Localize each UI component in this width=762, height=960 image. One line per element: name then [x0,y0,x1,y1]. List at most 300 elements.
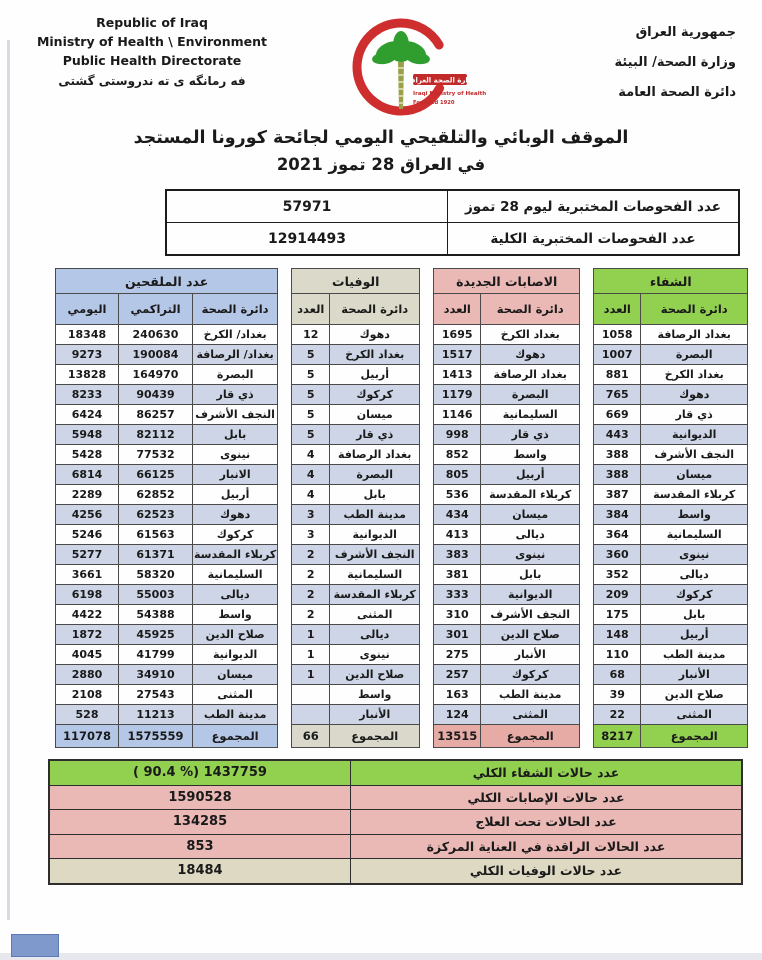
table-row [594,605,748,625]
province-name-cell: نينوى [330,645,420,665]
province-name-cell: بغداد/ الكرخ [193,325,278,345]
table-row [292,325,420,345]
count-cell: 8233 [56,385,119,405]
province-name-cell: مدينة الطب [481,685,580,705]
count-cell: 1 [292,665,330,685]
table-row [594,345,748,365]
province-name-cell: ديالى [193,585,278,605]
table-row [594,465,748,485]
report-header [0,0,762,124]
table-row [56,365,278,385]
province-name-cell: صلاح الدين [641,685,748,705]
province-name-cell: الديوانية [330,525,420,545]
table-row [292,685,420,705]
count-cell: 6814 [56,465,119,485]
table-title-row [56,269,278,294]
count-cell: 360 [594,545,641,565]
table-row [292,525,420,545]
table-row [292,665,420,685]
table-row [292,705,420,725]
count-cell: 3 [292,525,330,545]
logo-arabic-label: وزارة الصحة العراقية [403,76,477,85]
count-cell: 4422 [56,605,119,625]
count-cell: 852 [434,445,481,465]
count-cell: 536 [434,485,481,505]
lab-tests-total-row [166,223,739,256]
count-cell: 6424 [56,405,119,425]
column-header-row [292,294,420,325]
header-english-line3: Public Health Directorate [62,52,242,68]
total-row [594,725,748,748]
total-label-cell: المجموع [330,725,420,748]
province-name-cell: صلاح الدين [330,665,420,685]
count-cell: 669 [594,405,641,425]
count-cell: 86257 [119,405,193,425]
count-cell: 61371 [119,545,193,565]
table-row [56,405,278,425]
count-cell: 1 [292,645,330,665]
table-row [594,425,748,445]
count-cell: 41799 [119,645,193,665]
province-name-cell: البصرة [193,365,278,385]
table-title: الشفاء [594,269,748,294]
lab-tests-total-label: عدد الفحوصات المختبرية الكلية [448,223,740,256]
province-name-cell: بغداد الرصافة [330,445,420,465]
province-name-cell: واسط [193,605,278,625]
header-arabic-line2: وزارة الصحة/ البيئة [614,54,736,70]
count-cell: 1872 [56,625,119,645]
count-cell: 364 [594,525,641,545]
province-name-cell: مدينة الطب [641,645,748,665]
count-cell: 2289 [56,485,119,505]
column-header: العدد [292,294,330,325]
count-cell: 58320 [119,565,193,585]
province-name-cell: بابل [330,485,420,505]
total-row [434,725,580,748]
header-english-line2: Ministry of Health \ Environment [36,33,268,49]
report-title [0,128,762,174]
logo-founded-label: Founded 1920 [413,100,455,106]
lab-tests-daily-label: عدد الفحوصات المختبرية ليوم 28 تموز [448,190,740,223]
table-row [434,505,580,525]
province-name-cell: بغداد الرصافة [641,325,748,345]
table-title-row [292,269,420,294]
column-header: دائرة الصحة [330,294,420,325]
column-header-row [56,294,278,325]
table-row [56,385,278,405]
column-header: العدد [594,294,641,325]
province-name-cell: البصرة [330,465,420,485]
province-name-cell: بغداد الكرخ [330,345,420,365]
table-row [56,545,278,565]
province-name-cell: الأنبار [641,665,748,685]
province-name-cell: السليمانية [193,565,278,585]
province-name-cell: كركوك [481,665,580,685]
province-name-cell: بغداد/ الرصافة [193,345,278,365]
count-cell: 5246 [56,525,119,545]
table-row [434,605,580,625]
count-cell [292,705,330,725]
count-cell: 12 [292,325,330,345]
summary-value: 1590528 [50,786,351,810]
table-row [56,565,278,585]
province-name-cell: بابل [193,425,278,445]
table-row [594,565,748,585]
table-row [292,585,420,605]
table-row [434,705,580,725]
totals-summary-table [48,759,743,885]
column-header: دائرة الصحة [193,294,278,325]
scan-edge-bottom [0,953,762,960]
count-cell: 1 [292,625,330,645]
province-name-cell: واسط [330,685,420,705]
table-row [56,465,278,485]
table-title-row [434,269,580,294]
count-cell: 163 [434,685,481,705]
province-name-cell: كركوك [193,525,278,545]
table-row [56,485,278,505]
palm-trunk [398,62,404,109]
table-row [292,465,420,485]
summary-label: عدد حالات الشفاء الكلي [472,765,620,781]
count-cell: 5948 [56,425,119,445]
total-count-cell: 1575559 [119,725,193,748]
summary-value: 134285 [50,810,351,834]
table-row [56,645,278,665]
table-row [292,605,420,625]
count-cell: 77532 [119,445,193,465]
province-name-cell: بغداد الكرخ [481,325,580,345]
table-row [594,645,748,665]
province-name-cell: الديوانية [481,585,580,605]
count-cell: 383 [434,545,481,565]
table-row [292,645,420,665]
total-label-cell: المجموع [481,725,580,748]
province-name-cell: النجف الأشرف [641,445,748,465]
count-cell: 387 [594,485,641,505]
province-name-cell: الأنبار [481,645,580,665]
province-name-cell: ميسان [193,665,278,685]
province-name-cell: ديالى [641,565,748,585]
count-cell: 528 [56,705,119,725]
count-cell: 881 [594,365,641,385]
table-row [434,665,580,685]
count-cell: 1517 [434,345,481,365]
count-cell: 27543 [119,685,193,705]
province-name-cell: المثنى [193,685,278,705]
header-arabic-line1: جمهورية العراق [635,25,736,40]
header-english-line1: Republic of Iraq [96,15,208,30]
total-count-cell: 117078 [56,725,119,748]
total-count-cell: 66 [292,725,330,748]
table-row [594,705,748,725]
province-name-cell: ميسان [481,505,580,525]
province-name-cell: أربيل [481,465,580,485]
total-row [292,725,420,748]
count-cell: 124 [434,705,481,725]
count-cell: 5 [292,425,330,445]
table-title: الاصابات الجديدة [434,269,580,294]
province-name-cell: نينوى [481,545,580,565]
count-cell: 54388 [119,605,193,625]
province-name-cell: ميسان [641,465,748,485]
province-name-cell: ذي قار [193,385,278,405]
column-header: العدد [434,294,481,325]
logo-english-label: Iraqi Ministry of Health [413,91,487,97]
table-row [292,445,420,465]
province-name-cell: ذي قار [641,405,748,425]
count-cell: 90439 [119,385,193,405]
table-row [434,405,580,425]
table-row [594,365,748,385]
province-name-cell: مدينة الطب [193,705,278,725]
count-cell: 4 [292,465,330,485]
count-cell: 240630 [119,325,193,345]
count-cell: 55003 [119,585,193,605]
count-cell: 4045 [56,645,119,665]
province-name-cell: السليمانية [641,525,748,545]
table-row [434,525,580,545]
column-header: دائرة الصحة [481,294,580,325]
province-name-cell: البصرة [481,385,580,405]
count-cell: 1058 [594,325,641,345]
table-row [292,485,420,505]
count-cell: 1695 [434,325,481,345]
province-name-cell: دهوك [641,385,748,405]
summary-label: عدد الحالات تحت العلاج [475,814,617,830]
table-row [434,565,580,585]
summary-value: 18484 [50,859,351,883]
count-cell: 61563 [119,525,193,545]
count-cell: 384 [594,505,641,525]
summary-row [50,835,741,860]
header-arabic [546,14,736,108]
province-name-cell: كربلاء المقدسة [330,585,420,605]
province-name-cell: بغداد الكرخ [641,365,748,385]
header-english [34,14,270,90]
table-row [56,445,278,465]
table-row [594,405,748,425]
table-row [434,445,580,465]
table-row [594,625,748,645]
report-title-line2: في العراق 28 تموز 2021 [276,155,486,174]
table-row [292,425,420,445]
count-cell: 257 [434,665,481,685]
province-name-cell: الديوانية [641,425,748,445]
table-row [594,445,748,465]
summary-row [50,786,741,811]
count-cell: 5 [292,405,330,425]
province-name-cell: البصرة [641,345,748,365]
scan-edge-left [7,40,10,920]
count-cell: 5 [292,385,330,405]
count-cell: 765 [594,385,641,405]
province-name-cell: دهوك [193,505,278,525]
table-row [292,385,420,405]
table-row [292,625,420,645]
table-row [56,705,278,725]
column-header: التراكمي [119,294,193,325]
table-row [594,485,748,505]
count-cell: 4256 [56,505,119,525]
lab-tests-total-value: 12914493 [166,223,448,256]
count-cell: 434 [434,505,481,525]
province-name-cell: الأنبار [330,705,420,725]
table-row [56,505,278,525]
count-cell: 34910 [119,665,193,685]
province-name-cell: كركوك [330,385,420,405]
count-cell: 62523 [119,505,193,525]
table-row [434,645,580,665]
province-name-cell: واسط [641,505,748,525]
next-page-table-fragment [11,934,59,957]
count-cell: 3661 [56,565,119,585]
province-name-cell: المثنى [330,605,420,625]
count-cell: 275 [434,645,481,665]
province-table-vaccinated [55,268,278,748]
table-row [594,585,748,605]
province-name-cell: المثنى [641,705,748,725]
province-name-cell: أربيل [641,625,748,645]
count-cell: 333 [434,585,481,605]
count-cell: 4 [292,485,330,505]
province-name-cell: الديوانية [193,645,278,665]
lab-tests-daily-value: 57971 [166,190,448,223]
province-name-cell: صلاح الدين [481,625,580,645]
table-row [292,345,420,365]
count-cell: 3 [292,505,330,525]
count-cell: 22 [594,705,641,725]
count-cell: 998 [434,425,481,445]
table-title: عدد الملقحين [56,269,278,294]
palm-tree-icon [371,31,430,66]
count-cell: 9273 [56,345,119,365]
lab-tests-table [165,189,740,256]
table-row [594,685,748,705]
count-cell: 209 [594,585,641,605]
table-row [56,345,278,365]
count-cell: 301 [434,625,481,645]
province-name-cell: نينوى [193,445,278,465]
table-row [56,525,278,545]
count-cell: 18348 [56,325,119,345]
table-row [434,325,580,345]
total-row [56,725,278,748]
province-name-cell: المثنى [481,705,580,725]
table-row [56,625,278,645]
province-name-cell: ديالى [330,625,420,645]
table-row [434,585,580,605]
count-cell: 175 [594,605,641,625]
province-name-cell: النجف الأشرف [193,405,278,425]
province-name-cell: ذي قار [481,425,580,445]
table-title: الوفيات [292,269,420,294]
table-row [594,665,748,685]
table-row [594,545,748,565]
count-cell: 2 [292,545,330,565]
table-row [434,425,580,445]
table-row [56,605,278,625]
province-name-cell: كركوك [641,585,748,605]
table-row [594,505,748,525]
count-cell [292,685,330,705]
province-name-cell: كربلاء المقدسة [481,485,580,505]
table-row [594,325,748,345]
summary-row [50,810,741,835]
count-cell: 13828 [56,365,119,385]
table-row [292,405,420,425]
count-cell: 5 [292,345,330,365]
province-name-cell: نينوى [641,545,748,565]
count-cell: 68 [594,665,641,685]
count-cell: 190084 [119,345,193,365]
province-name-cell: مدينة الطب [330,505,420,525]
table-row [434,545,580,565]
table-row [434,485,580,505]
province-table-recovered [593,268,748,748]
table-row [292,505,420,525]
province-name-cell: كربلاء المقدسة [193,545,278,565]
count-cell: 413 [434,525,481,545]
header-arabic-line3: دائرة الصحة العامة [618,84,736,100]
table-row [292,545,420,565]
table-row [434,685,580,705]
moh-logo [329,14,487,124]
count-cell: 388 [594,465,641,485]
province-name-cell: السليمانية [330,565,420,585]
table-row [434,625,580,645]
province-name-cell: كربلاء المقدسة [641,485,748,505]
column-header-row [434,294,580,325]
count-cell: 5277 [56,545,119,565]
summary-label: عدد حالات الإصابات الكلي [467,789,625,805]
total-count-cell: 8217 [594,725,641,748]
count-cell: 443 [594,425,641,445]
table-row [292,565,420,585]
table-row [434,465,580,485]
total-count-cell: 13515 [434,725,481,748]
count-cell: 82112 [119,425,193,445]
count-cell: 5 [292,365,330,385]
count-cell: 2 [292,585,330,605]
province-name-cell: النجف الأشرف [330,545,420,565]
count-cell: 2880 [56,665,119,685]
count-cell: 381 [434,565,481,585]
count-cell: 66125 [119,465,193,485]
table-row [434,365,580,385]
count-cell: 5428 [56,445,119,465]
summary-value: ( 90.4 %) 1437759 [50,761,351,785]
table-row [594,385,748,405]
count-cell: 164970 [119,365,193,385]
count-cell: 62852 [119,485,193,505]
count-cell: 2 [292,605,330,625]
count-cell: 45925 [119,625,193,645]
table-row [292,365,420,385]
report-title-line1: الموقف الوبائي والتلقيحي اليومي لجائحة كورونا المستجد [133,128,629,148]
count-cell: 1146 [434,405,481,425]
province-table-new-infections [433,268,580,748]
province-name-cell: السليمانية [481,405,580,425]
count-cell: 310 [434,605,481,625]
column-header-row [594,294,748,325]
header-kurdish-line: فه رمانگه ی ته ندروستی گشتی [58,74,246,89]
count-cell: 2 [292,565,330,585]
count-cell: 1413 [434,365,481,385]
province-name-cell: بابل [481,565,580,585]
province-name-cell: ذي قار [330,425,420,445]
province-name-cell: النجف الأشرف [481,605,580,625]
